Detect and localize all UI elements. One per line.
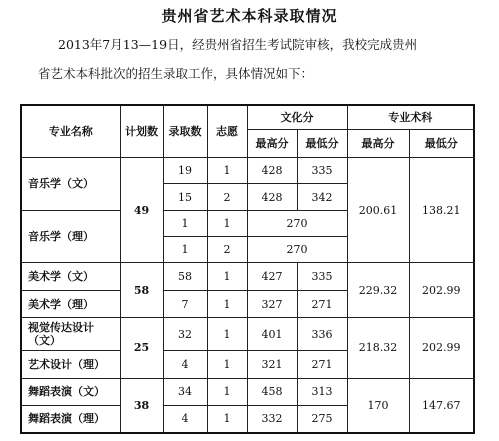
header-choice: 志愿 (207, 105, 247, 158)
table-row (21, 378, 474, 405)
admitted-count: 1 (163, 237, 207, 263)
culture-min: 271 (297, 290, 347, 317)
culture-min: 335 (297, 263, 347, 290)
culture-min: 271 (297, 351, 347, 378)
major-name: 艺术设计（理） (21, 351, 120, 378)
admitted-count: 58 (163, 263, 207, 290)
choice: 2 (207, 184, 247, 210)
admitted-count: 34 (163, 378, 207, 405)
table-row (21, 158, 474, 184)
intro-line-1: 2013年7月13—19日，经贵州省招生考试院审核，我校完成贵州 (58, 37, 418, 52)
page-title: 贵州省艺术本科录取情况 (161, 7, 338, 25)
pro-min: 138.21 (409, 158, 474, 263)
choice: 1 (207, 158, 247, 184)
major-name: 视觉传达设计（文） (21, 318, 120, 351)
choice: 1 (207, 405, 247, 433)
header-pro-min: 最低分 (409, 129, 474, 158)
culture-max: 327 (247, 290, 297, 317)
culture-score-merged: 270 (247, 210, 347, 236)
admitted-count: 1 (163, 210, 207, 236)
header-culture-max: 最高分 (247, 129, 297, 158)
table-row (21, 318, 474, 351)
header-pro-max: 最高分 (347, 129, 409, 158)
major-name: 美术学（文） (21, 263, 120, 290)
culture-score-merged: 270 (247, 237, 347, 263)
header-admitted: 录取数 (163, 105, 207, 158)
pro-max: 218.32 (347, 318, 409, 378)
choice: 1 (207, 290, 247, 317)
pro-max: 200.61 (347, 158, 409, 263)
culture-min: 335 (297, 158, 347, 184)
pro-min: 202.99 (409, 318, 474, 378)
choice: 1 (207, 318, 247, 351)
culture-max: 428 (247, 158, 297, 184)
culture-min: 342 (297, 184, 347, 210)
culture-max: 428 (247, 184, 297, 210)
plan-count: 38 (120, 378, 163, 433)
header-major: 专业名称 (21, 105, 120, 158)
choice: 1 (207, 378, 247, 405)
admitted-count: 15 (163, 184, 207, 210)
major-name: 音乐学（理） (21, 210, 120, 263)
admitted-count: 19 (163, 158, 207, 184)
culture-min: 313 (297, 378, 347, 405)
table-row (21, 263, 474, 290)
admitted-count: 4 (163, 405, 207, 433)
culture-max: 427 (247, 263, 297, 290)
admitted-count: 32 (163, 318, 207, 351)
admission-table (20, 104, 475, 434)
culture-min: 336 (297, 318, 347, 351)
plan-count: 49 (120, 158, 163, 263)
culture-max: 332 (247, 405, 297, 433)
intro-line-2: 省艺术本科批次的招生录取工作，具体情况如下： (38, 66, 314, 81)
pro-max: 229.32 (347, 263, 409, 318)
admitted-count: 7 (163, 290, 207, 317)
pro-max: 170 (347, 378, 409, 433)
header-culture-min: 最低分 (297, 129, 347, 158)
choice: 1 (207, 351, 247, 378)
major-name: 美术学（理） (21, 290, 120, 317)
culture-max: 321 (247, 351, 297, 378)
admitted-count: 4 (163, 351, 207, 378)
pro-min: 202.99 (409, 263, 474, 318)
culture-min: 275 (297, 405, 347, 433)
pro-min: 147.67 (409, 378, 474, 433)
plan-count: 25 (120, 318, 163, 378)
culture-max: 458 (247, 378, 297, 405)
major-name: 舞蹈表演（文） (21, 378, 120, 405)
plan-count: 58 (120, 263, 163, 318)
header-culture-score: 文化分 (247, 105, 347, 129)
major-name: 舞蹈表演（理） (21, 405, 120, 433)
header-pro-score: 专业术科 (347, 105, 474, 129)
major-name: 音乐学（文） (21, 158, 120, 211)
choice: 2 (207, 237, 247, 263)
choice: 1 (207, 210, 247, 236)
choice: 1 (207, 263, 247, 290)
culture-max: 401 (247, 318, 297, 351)
header-plan: 计划数 (120, 105, 163, 158)
